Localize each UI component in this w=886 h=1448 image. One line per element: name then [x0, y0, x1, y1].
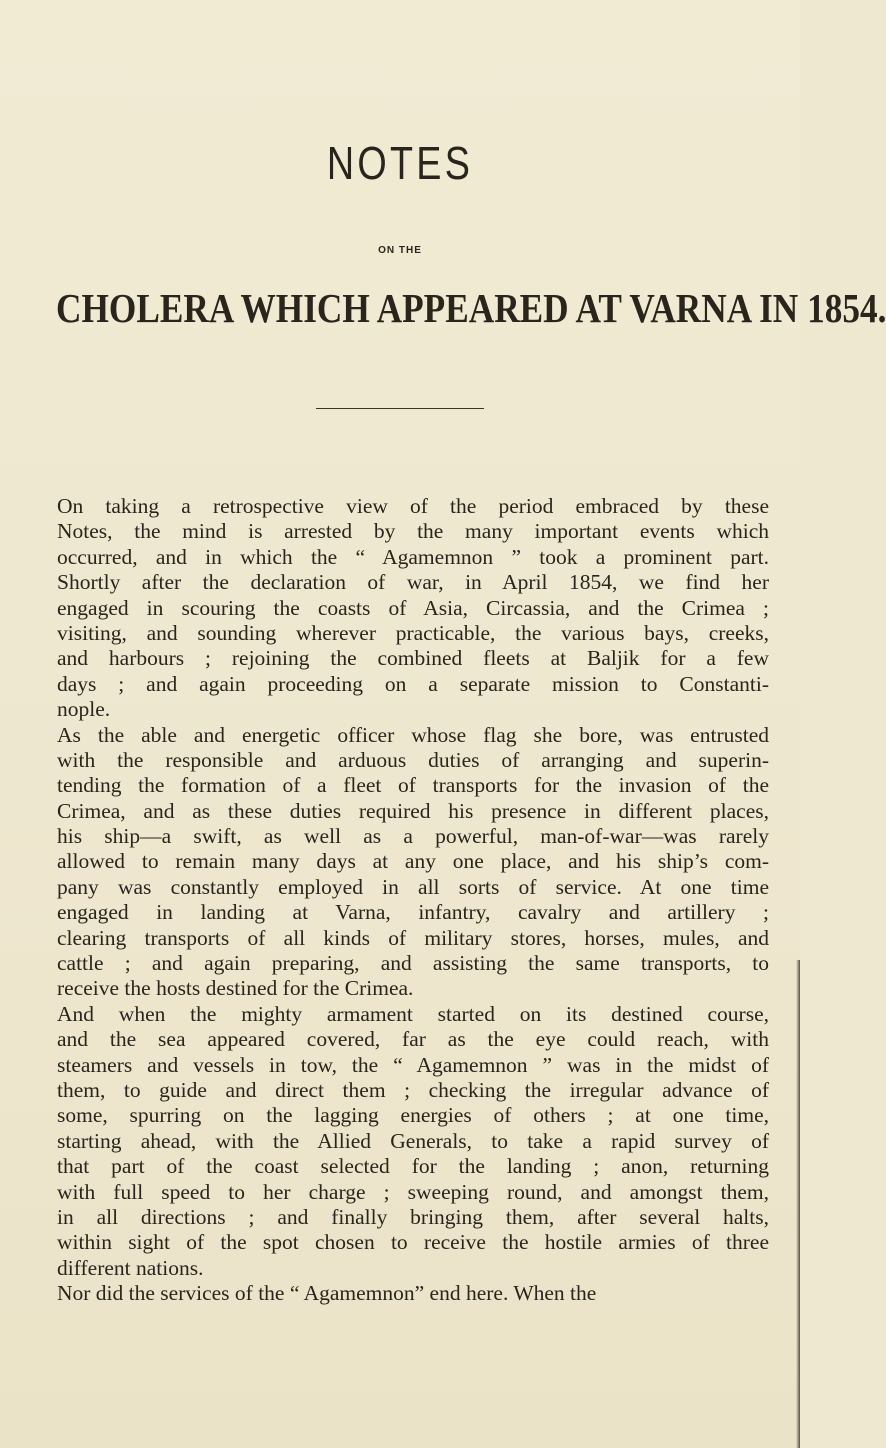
paragraph	[57, 1281, 769, 1306]
text-line: clearing transports of all kinds of military stores, horses, mules, and	[57, 925, 769, 950]
text-line: tending the formation of a fleet of transports for the invasion of the	[57, 773, 769, 798]
text-line: Shortly after the declaration of war, in April 1854, we find her	[57, 570, 769, 595]
title-notes: NOTES	[326, 137, 474, 189]
text-line: that part of the coast selected for the landing ; anon, returning	[57, 1154, 769, 1179]
body-text	[57, 494, 769, 1307]
paragraph	[57, 1002, 769, 1281]
text-line: On taking a retrospective view of the period embraced by these	[57, 494, 769, 518]
text-line: with full speed to her charge ; sweeping round, and amongst them,	[57, 1179, 769, 1204]
text-line: and the sea appeared covered, far as the eye could reach, with	[57, 1027, 769, 1052]
text-line: cattle ; and again preparing, and assisting the same transports, to	[57, 951, 769, 976]
title-divider-rule	[316, 408, 484, 409]
text-line: Notes, the mind is arrested by the many important events which	[57, 519, 769, 544]
paragraph	[57, 723, 769, 1002]
text-line: pany was constantly employed in all sorts of service. At one time	[57, 874, 769, 899]
title-cholera-varna: CHOLERA WHICH APPEARED AT VARNA IN 1854.	[56, 285, 886, 331]
text-line: nople.	[57, 697, 111, 722]
text-line: some, spurring on the lagging energies of others ; at one time,	[57, 1103, 769, 1128]
text-line: starting ahead, with the Allied Generals, to take a rapid survey of	[57, 1128, 769, 1153]
text-line: As the able and energetic officer whose flag she bore, was entrusted	[57, 722, 769, 747]
text-line: with the responsible and arduous duties of arranging and superin-	[57, 747, 769, 772]
text-line: engaged in scouring the coasts of Asia, Circassia, and the Crimea ;	[57, 595, 769, 620]
page-edge-shadow	[796, 960, 800, 1448]
text-line: different nations.	[57, 1255, 204, 1280]
text-line: them, to guide and direct them ; checking the irregular advance of	[57, 1077, 769, 1102]
text-line: allowed to remain many days at any one place, and his ship’s com-	[57, 849, 769, 874]
text-line: visiting, and sounding wherever practicable, the various bays, creeks,	[57, 620, 769, 645]
text-line: and harbours ; rejoining the combined fleets at Baljik for a few	[57, 646, 769, 671]
text-line: within sight of the spot chosen to receive the hostile armies of three	[57, 1230, 769, 1255]
text-line: his ship—a swift, as well as a powerful, man-of-war—was rarely	[57, 824, 769, 849]
text-line: occurred, and in which the “ Agamemnon ” took a prominent part.	[57, 544, 769, 569]
text-line: Crimea, and as these duties required his presence in different places,	[57, 798, 769, 823]
text-line: Nor did the services of the “ Agamemnon” end here. When the	[57, 1281, 597, 1306]
text-line: steamers and vessels in tow, the “ Agamemnon ” was in the midst of	[57, 1052, 769, 1077]
text-line: And when the mighty armament started on its destined course,	[57, 1001, 769, 1026]
text-line: in all directions ; and finally bringing them, after several halts,	[57, 1204, 769, 1229]
text-line: engaged in landing at Varna, infantry, cavalry and artillery ;	[57, 900, 769, 925]
text-line: receive the hosts destined for the Crimea.	[57, 976, 414, 1001]
subtitle-on-the: ON THE	[378, 245, 422, 256]
text-line: days ; and again proceeding on a separate mission to Constanti-	[57, 671, 769, 696]
paragraph	[57, 494, 769, 723]
